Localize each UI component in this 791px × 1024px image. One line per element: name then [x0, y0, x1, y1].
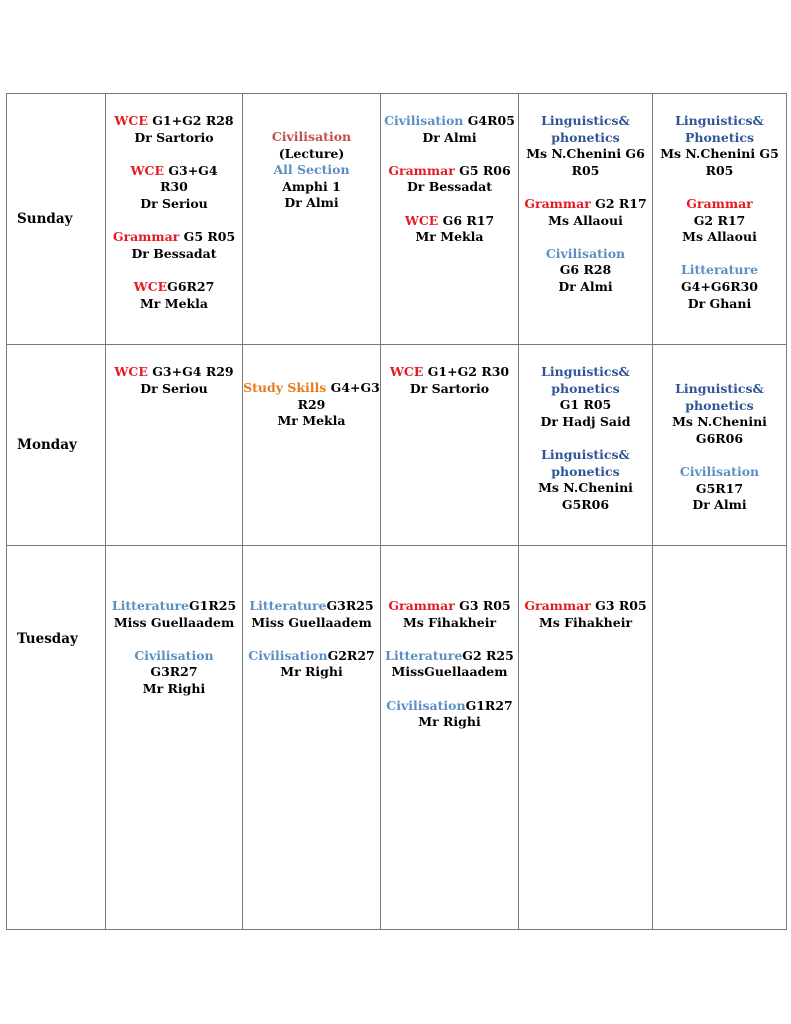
detail-text: Dr Bessadat	[406, 179, 493, 195]
subject-label: Grammar	[112, 229, 180, 245]
detail-text: G5 R05	[179, 229, 236, 245]
entry-line	[106, 664, 242, 681]
detail-text: Miss Guellaadem	[251, 614, 372, 630]
detail-text: (Lecture)	[278, 145, 345, 161]
entry-line	[106, 246, 242, 263]
detail-text: G1R27	[465, 697, 513, 713]
detail-text: Dr Sartorio	[134, 129, 214, 145]
detail-text: Ms Allaoui	[682, 229, 757, 245]
cell-content	[519, 364, 652, 513]
entry-line	[106, 179, 242, 196]
cell-content	[106, 598, 242, 698]
detail-text: Ms Fihakheir	[538, 614, 633, 630]
cell-content	[381, 113, 518, 246]
detail-text: Dr Sartorio	[409, 380, 490, 396]
subject-label: Linguistics&	[541, 113, 630, 128]
subject-label: Litterature	[249, 598, 327, 613]
subject-label: WCE	[133, 278, 168, 294]
detail-text: Mr Mekla	[415, 229, 484, 245]
subject-label: Linguistics&	[541, 446, 630, 462]
entry-line	[381, 364, 518, 381]
slot-cell	[243, 345, 381, 546]
subject-label: Civilisation	[679, 463, 760, 479]
subject-label: Study Skills	[243, 380, 327, 395]
detail-text: G6R27	[167, 278, 215, 294]
detail-text: G2 R17	[590, 195, 647, 211]
entry-line	[653, 497, 786, 514]
entry-line	[519, 163, 652, 180]
detail-text: G2 R17	[693, 212, 746, 228]
detail-text: G5R06	[561, 496, 610, 512]
subject-label: WCE	[114, 364, 148, 379]
subject-label: phonetics	[551, 129, 620, 145]
entry-line	[243, 413, 380, 430]
entry-line	[519, 414, 652, 431]
subject-label: Litterature	[111, 598, 189, 613]
class-entry	[106, 163, 242, 213]
entry-line	[653, 262, 786, 279]
subject-label: Linguistics&	[675, 381, 764, 396]
subject-label: Phonetics	[684, 129, 755, 145]
detail-text: G3R27	[150, 664, 198, 680]
entry-line	[653, 279, 786, 296]
slot-cell	[381, 94, 519, 345]
subject-label: phonetics	[551, 380, 620, 396]
subject-label: phonetics	[551, 463, 620, 479]
slot-cell	[653, 546, 787, 930]
entry-line	[381, 598, 518, 615]
detail-text: Ms N.Chenini G5	[660, 146, 779, 162]
subject-label: Civilisation	[384, 113, 464, 128]
detail-text: G2 R25	[462, 647, 514, 663]
subject-label: Grammar	[686, 195, 753, 211]
class-entry	[106, 113, 242, 146]
subject-label: Grammar	[388, 162, 455, 178]
detail-text: Dr Almi	[422, 129, 477, 145]
entry-line	[653, 163, 786, 180]
class-entry	[653, 113, 786, 179]
row-monday	[7, 345, 787, 546]
subject-label: Linguistics&	[675, 113, 764, 128]
class-entry	[381, 113, 518, 146]
entry-line	[106, 196, 242, 213]
cell-content	[653, 113, 786, 312]
cell-content	[381, 364, 518, 397]
class-entry	[519, 246, 652, 296]
class-entry	[653, 381, 786, 447]
day-label: Sunday	[7, 94, 106, 345]
detail-text: G1 R05	[559, 397, 612, 413]
slot-cell	[381, 345, 519, 546]
detail-text: Dr Almi	[558, 278, 613, 294]
detail-text: Mr Mekla	[139, 295, 209, 311]
detail-text: Ms Fihakheir	[402, 614, 497, 630]
subject-label: Grammar	[524, 598, 591, 613]
detail-text: Dr Almi	[692, 497, 747, 513]
entry-line	[519, 279, 652, 296]
entry-line	[243, 648, 380, 665]
entry-line	[243, 146, 380, 163]
slot-cell	[243, 546, 381, 930]
entry-line	[106, 163, 242, 180]
class-entry	[106, 229, 242, 262]
entry-line	[106, 296, 242, 313]
subject-label: Litterature	[680, 262, 759, 278]
subject-label: WCE	[130, 162, 164, 178]
entry-line	[653, 113, 786, 130]
subject-label: All Section	[273, 162, 350, 178]
class-entry	[106, 279, 242, 312]
class-entry	[381, 598, 518, 631]
subject-label: WCE	[389, 364, 424, 379]
class-entry	[243, 648, 380, 681]
detail-text: G4+G6R30	[680, 278, 758, 294]
timetable	[6, 93, 787, 930]
detail-text: G6R06	[695, 430, 744, 446]
class-entry	[653, 196, 786, 246]
class-entry	[106, 364, 242, 397]
slot-cell	[106, 345, 243, 546]
entry-line	[653, 229, 786, 246]
entry-line	[106, 113, 242, 130]
detail-text: G5 R06	[454, 162, 511, 178]
cell-content	[519, 598, 652, 631]
detail-text: Ms N.Chenini G6	[526, 146, 645, 162]
cell-content	[653, 381, 786, 514]
class-entry	[519, 196, 652, 229]
entry-line	[106, 598, 242, 615]
detail-text: R29	[297, 396, 326, 412]
subject-label: Grammar	[388, 598, 455, 613]
subject-label: Civilisation	[134, 647, 214, 663]
entry-line	[519, 598, 652, 615]
entry-line	[519, 146, 652, 163]
slot-cell	[519, 345, 653, 546]
entry-line	[653, 130, 786, 147]
entry-line	[243, 179, 380, 196]
subject-label: phonetics	[685, 397, 754, 413]
slot-cell	[653, 94, 787, 345]
entry-line	[381, 714, 518, 731]
entry-line	[519, 213, 652, 230]
entry-line	[653, 431, 786, 448]
class-entry	[243, 129, 380, 212]
detail-text: G1+G2 R30	[423, 364, 510, 379]
entry-line	[106, 364, 242, 381]
entry-line	[243, 615, 380, 632]
cell-content	[106, 113, 242, 312]
entry-line	[653, 464, 786, 481]
subject-label: Civilisation	[545, 245, 626, 261]
class-entry	[381, 213, 518, 246]
detail-text: Dr Ghani	[687, 295, 752, 311]
entry-line	[519, 196, 652, 213]
entry-line	[106, 130, 242, 147]
entry-line	[519, 397, 652, 414]
detail-text: Ms Allaoui	[548, 212, 623, 228]
entry-line	[381, 163, 518, 180]
entry-line	[381, 381, 518, 398]
subject-label: Civilisation	[271, 129, 352, 144]
class-entry	[381, 163, 518, 196]
entry-line	[519, 262, 652, 279]
class-entry	[653, 464, 786, 514]
class-entry	[243, 380, 380, 430]
detail-text: G4R05	[463, 113, 515, 128]
entry-line	[381, 179, 518, 196]
entry-line	[106, 229, 242, 246]
entry-line	[106, 615, 242, 632]
entry-line	[653, 296, 786, 313]
cell-content	[381, 598, 518, 731]
detail-text: Mr Righi	[418, 714, 481, 730]
class-entry	[653, 262, 786, 312]
cell-content	[519, 113, 652, 296]
entry-line	[519, 130, 652, 147]
slot-cell	[519, 546, 653, 930]
entry-line	[381, 213, 518, 230]
entry-line	[381, 113, 518, 130]
detail-text: G3+G4	[163, 162, 218, 178]
detail-text: G2R27	[327, 647, 375, 663]
day-label: Tuesday	[7, 546, 106, 930]
detail-text: Dr Seriou	[140, 380, 208, 396]
detail-text: R05	[705, 162, 734, 178]
detail-text: MissGuellaadem	[391, 664, 508, 680]
row-sunday	[7, 94, 787, 345]
detail-text: G6 R17	[438, 212, 495, 228]
entry-line	[106, 279, 242, 296]
class-entry	[381, 698, 518, 731]
class-entry	[519, 447, 652, 513]
detail-text: G6 R28	[559, 262, 612, 278]
detail-text: G3 R05	[590, 598, 647, 613]
entry-line	[381, 615, 518, 632]
entry-line	[519, 480, 652, 497]
entry-line	[519, 246, 652, 263]
entry-line	[106, 648, 242, 665]
slot-cell	[106, 546, 243, 930]
detail-text: G3+G4 R29	[147, 364, 234, 379]
day-label: Monday	[7, 345, 106, 546]
entry-line	[653, 398, 786, 415]
detail-text: G5R17	[695, 480, 744, 496]
entry-line	[381, 648, 518, 665]
entry-line	[653, 213, 786, 230]
slot-cell	[106, 94, 243, 345]
entry-line	[519, 113, 652, 130]
detail-text: Mr Righi	[142, 680, 206, 696]
class-entry	[519, 113, 652, 179]
row-tuesday	[7, 546, 787, 930]
entry-line	[243, 162, 380, 179]
entry-line	[653, 196, 786, 213]
class-entry	[381, 364, 518, 397]
detail-text: G1+G2 R28	[147, 113, 234, 128]
subject-label: WCE	[404, 212, 439, 228]
entry-line	[653, 146, 786, 163]
entry-line	[381, 229, 518, 246]
detail-text: Ms N.Chenini	[538, 480, 633, 496]
subject-label: Civilisation	[386, 697, 466, 713]
subject-label: Civilisation	[248, 647, 328, 663]
entry-line	[243, 380, 380, 397]
entry-line	[243, 664, 380, 681]
slot-cell	[653, 345, 787, 546]
subject-label: Litterature	[385, 647, 463, 663]
subject-label: Grammar	[524, 195, 591, 211]
detail-text: G3 R05	[454, 598, 511, 613]
detail-text: R30	[160, 179, 188, 195]
class-entry	[243, 598, 380, 631]
cell-content	[243, 598, 380, 681]
entry-line	[519, 447, 652, 464]
detail-text: Amphi 1	[282, 178, 341, 194]
detail-text: Dr Bessadat	[131, 245, 217, 261]
entry-line	[519, 615, 652, 632]
entry-line	[243, 598, 380, 615]
class-entry	[519, 598, 652, 631]
slot-cell	[243, 94, 381, 345]
slot-cell	[519, 94, 653, 345]
class-entry	[106, 648, 242, 698]
detail-text: Mr Righi	[280, 664, 343, 680]
cell-content	[106, 364, 242, 397]
entry-line	[381, 664, 518, 681]
detail-text: Miss Guellaadem	[113, 614, 235, 630]
detail-text: Dr Almi	[284, 195, 339, 211]
cell-content	[243, 380, 380, 430]
detail-text: G1R25	[188, 598, 237, 613]
entry-line	[106, 381, 242, 398]
entry-line	[519, 464, 652, 481]
detail-text: G4+G3	[326, 380, 380, 395]
class-entry	[519, 364, 652, 430]
entry-line	[653, 414, 786, 431]
entry-line	[519, 381, 652, 398]
entry-line	[106, 681, 242, 698]
entry-line	[653, 381, 786, 398]
slot-cell	[381, 546, 519, 930]
class-entry	[106, 598, 242, 631]
entry-line	[243, 129, 380, 146]
entry-line	[519, 364, 652, 381]
class-entry	[381, 648, 518, 681]
detail-text: G3R25	[326, 598, 374, 613]
cell-content	[243, 129, 380, 212]
subject-label: Linguistics&	[541, 364, 630, 379]
entry-line	[381, 698, 518, 715]
entry-line	[243, 397, 380, 414]
detail-text: Dr Hadj Said	[540, 413, 631, 429]
detail-text: R05	[571, 162, 600, 178]
detail-text: Dr Seriou	[140, 195, 208, 211]
subject-label: WCE	[114, 113, 148, 128]
entry-line	[653, 481, 786, 498]
entry-line	[519, 497, 652, 514]
entry-line	[381, 130, 518, 147]
detail-text: Mr Mekla	[277, 413, 346, 429]
entry-line	[243, 195, 380, 212]
detail-text: Ms N.Chenini	[672, 414, 767, 430]
